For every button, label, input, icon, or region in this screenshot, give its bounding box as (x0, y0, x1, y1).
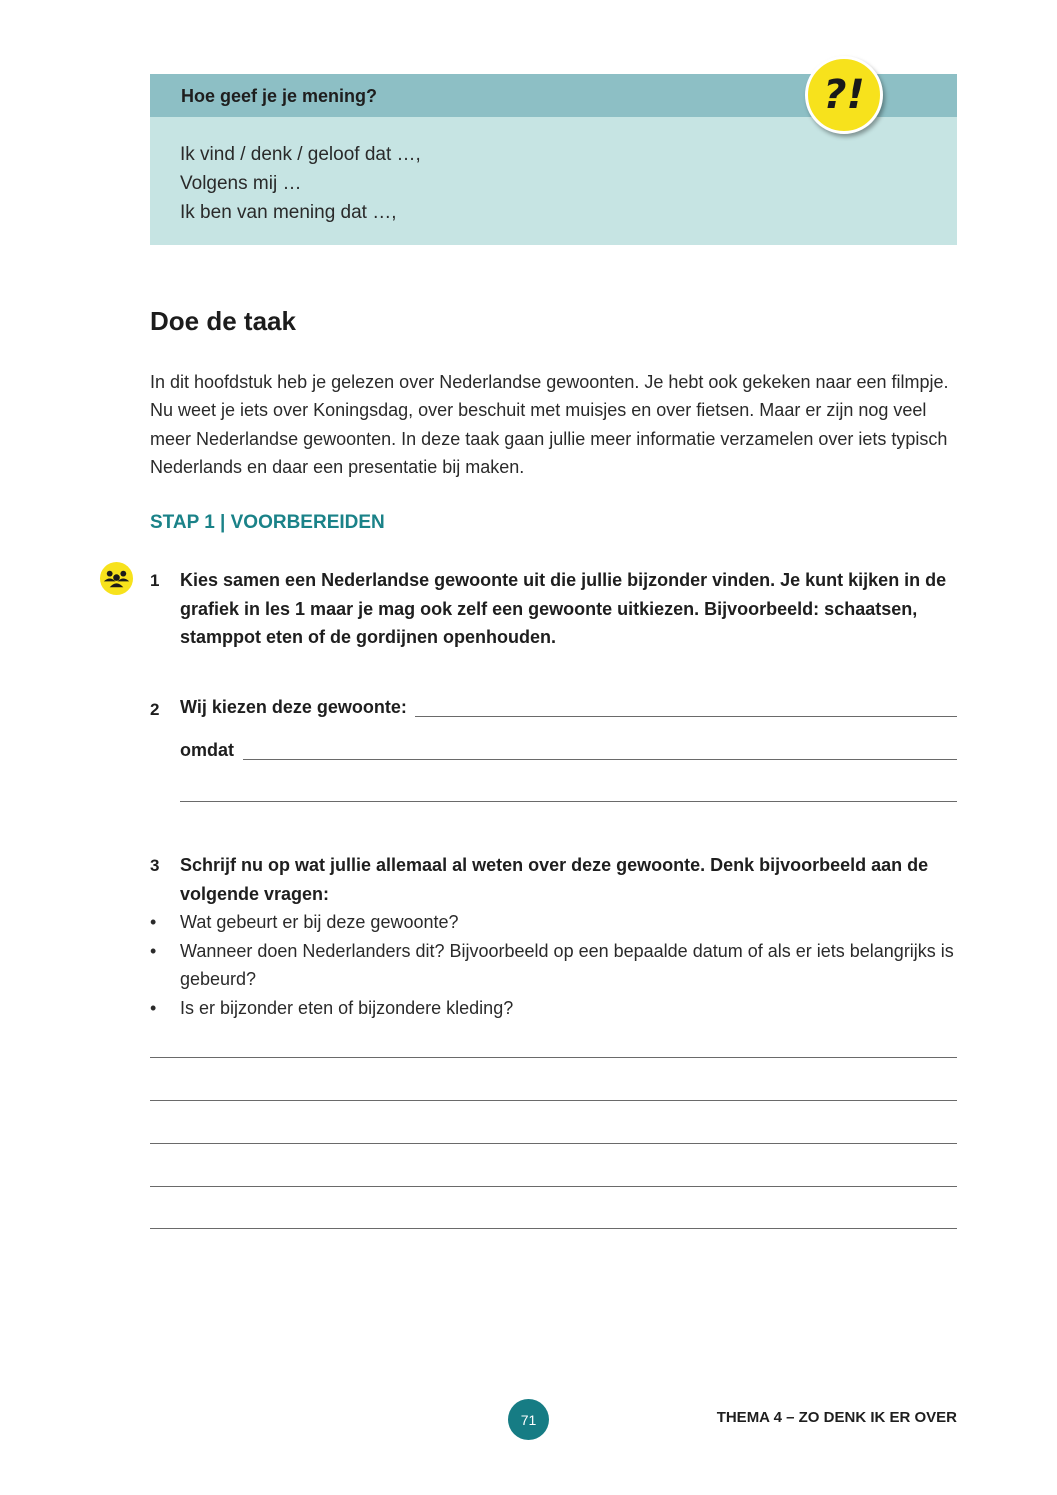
reason-answer-line[interactable] (243, 759, 957, 760)
task-number: 3 (150, 856, 160, 875)
group-icon (99, 561, 134, 596)
page-number: 71 (508, 1399, 549, 1440)
list-item (150, 908, 960, 937)
bullet: • (150, 997, 157, 1018)
writing-line[interactable] (150, 1143, 957, 1144)
choice-answer-line[interactable] (415, 716, 957, 717)
list-item (150, 994, 960, 1023)
phrase-line: Volgens mij … (180, 173, 302, 194)
tip-box-phrases (180, 140, 421, 227)
bullet: • (150, 912, 157, 932)
phrase-line: Ik vind / denk / geloof dat …, (180, 144, 421, 165)
task-2-reason-label: omdat (180, 740, 234, 760)
writing-line[interactable] (150, 1228, 957, 1229)
task-3-instruction: Schrijf nu op wat jullie allemaal al weten over deze gewoonte. Denk bijvoorbeeld aan de volgende vragen: (180, 855, 929, 904)
question-list (150, 908, 960, 1022)
task-number: 1 (150, 571, 160, 590)
reason-answer-line-2[interactable] (180, 801, 957, 802)
writing-line[interactable] (150, 1057, 957, 1058)
question-exclamation-badge-icon: ?! (805, 56, 883, 134)
bullet: • (150, 940, 157, 961)
section-title: Doe de taak (150, 306, 296, 336)
phrase-line: Ik ben van mening dat …, (180, 202, 397, 223)
task-number: 2 (150, 700, 160, 719)
task-2-choice-label: Wij kiezen deze gewoonte: (180, 697, 407, 717)
chapter-footer-title: THEMA 4 – ZO DENK IK ER OVER (716, 1409, 957, 1426)
list-item (150, 937, 960, 994)
list-item-text: Wanneer doen Nederlanders dit? Bijvoorbeeld op een bepaalde datum of als er iets belangrijks is gebeurd? (180, 940, 954, 989)
step-heading: STAP 1 | VOORBEREIDEN (150, 512, 385, 533)
intro-paragraph: In dit hoofdstuk heb je gelezen over Nederlandse gewoonten. Je hebt ook gekeken naar een filmpje. Nu weet je iets over Koningsdag, over beschuit met muisjes en over fietsen. Maar er zijn nog veel meer Nederlandse gewoonten. In deze taak gaan jullie meer informatie verzamelen over iets typisch Nederlands en daar een presentatie bij maken. (150, 372, 949, 477)
writing-line[interactable] (150, 1100, 957, 1101)
task-1-instruction: Kies samen een Nederlandse gewoonte uit die jullie bijzonder vinden. Je kunt kijken in de grafiek in les 1 maar je mag ook zelf een gewoonte uitkiezen. Bijvoorbeeld: schaatsen, stamppot eten of de gordijnen openhouden. (180, 570, 947, 647)
writing-line[interactable] (150, 1186, 957, 1187)
list-item-text: Is er bijzonder eten of bijzondere kleding? (180, 997, 514, 1018)
tip-box-title: Hoe geef je je mening? (181, 86, 378, 106)
list-item-text: Wat gebeurt er bij deze gewoonte? (180, 912, 459, 932)
